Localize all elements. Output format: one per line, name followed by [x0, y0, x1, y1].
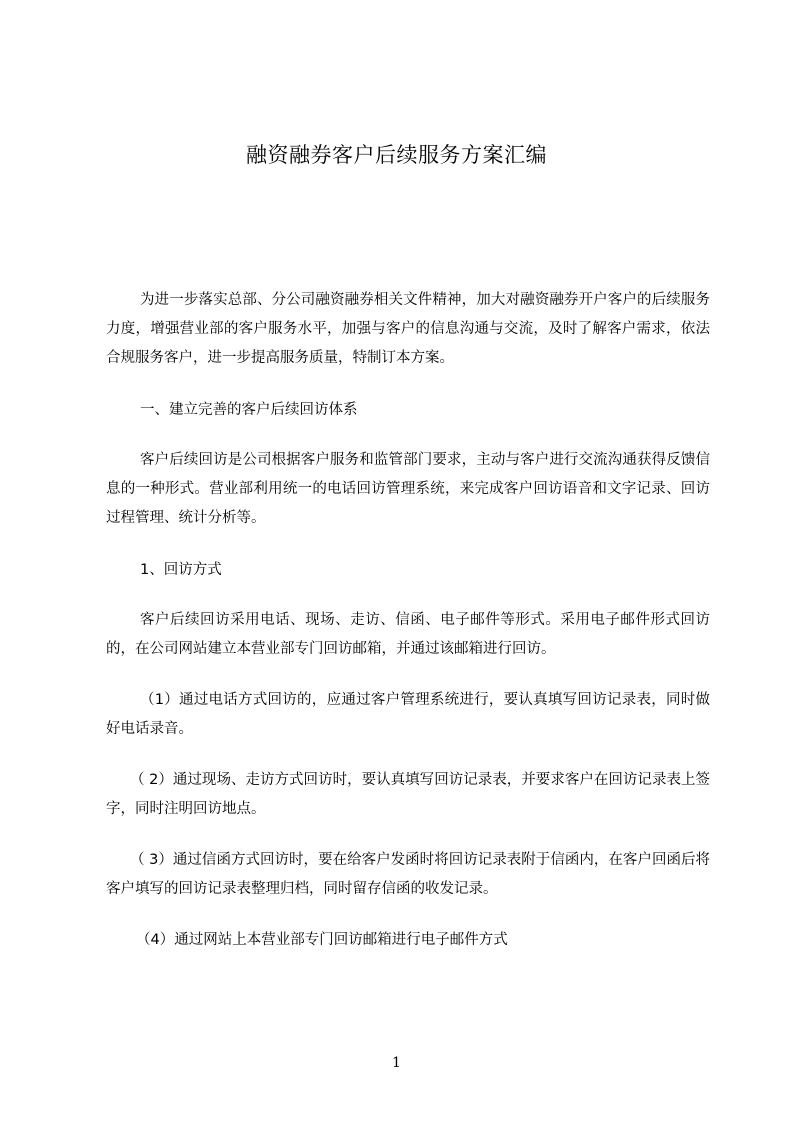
section-heading-1: 一、建立完善的客户后续回访体系 [140, 402, 358, 418]
subsection-1-paragraph: 客户后续回访采用电话、现场、走访、信函、电子邮件等形式。采用电子邮件形式回访的，在公司网站建立本营业部专门回访邮箱，并通过该邮箱进行回访。 [106, 612, 710, 657]
list-item-4: （4）通过网站上本营业部专门回访邮箱进行电子邮件方式 [136, 932, 508, 948]
intro-paragraph: 为进一步落实总部、分公司融资融券相关文件精神，加大对融资融券开户客户的后续服务力度，增强营业部的客户服务水平，加强与客户的信息沟通与交流，及时了解客户需求，依法合规服务客户，进一步提高服务质量，特制订本方案。 [106, 292, 710, 366]
list-item-3: （ 3）通过信函方式回访时，要在给客户发函时将回访记录表附于信函内，在客户回函后将客户填写的回访记录表整理归档，同时留存信函的收发记录。 [106, 852, 710, 897]
document-title: 融资融券客户后续服务方案汇编 [246, 143, 547, 167]
section-1-paragraph: 客户后续回访是公司根据客户服务和监管部门要求，主动与客户进行交流沟通获得反馈信息的一种形式。营业部利用统一的电话回访管理系统，来完成客户回访语音和文字记录、回访过程管理、统计分析等。 [106, 452, 710, 526]
list-item-2: （ 2）通过现场、走访方式回访时，要认真填写回访记录表，并要求客户在回访记录表上签字，同时注明回访地点。 [106, 772, 710, 817]
page-number: 1 [392, 1055, 401, 1071]
list-item-1: （1）通过电话方式回访的，应通过客户管理系统进行，要认真填写回访记录表，同时做好电话录音。 [106, 692, 710, 737]
subsection-heading-1: 1、回访方式 [140, 562, 222, 578]
